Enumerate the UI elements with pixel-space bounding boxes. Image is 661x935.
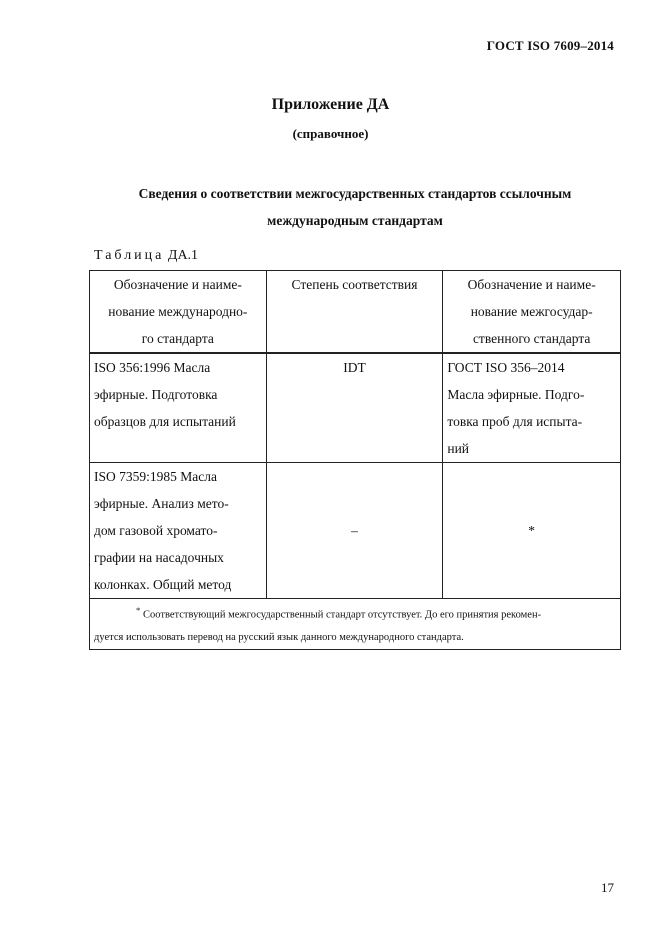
table-footnote [90,599,621,650]
section-heading-line-1: Сведения о соответствии межгосударственных стандартов ссылочным [138,186,572,201]
international-standard-cell: ISO 356:1996 Масла эфирные. Подготовка образцов для испытаний [90,353,267,463]
degree-cell: IDT [266,353,443,463]
appendix-title: Приложение ДА [271,96,390,113]
header-interstate-standard: Обозначение и наиме- нование межгосудар- ственного стандарта [443,271,621,354]
page-number: 17 [601,880,614,895]
section-heading-line-2: международным стандартам [267,213,443,228]
correspondence-table [89,270,621,650]
table-caption-number: ДА.1 [167,248,199,263]
header-international-standard: Обозначение и наиме- нование международно- го стандарта [90,271,267,354]
footnote-marker: * [136,605,141,615]
table-row [90,463,621,599]
table-caption-prefix: Таблица [94,248,165,263]
header-degree-of-correspondence: Степень соответствия [266,271,443,354]
table-header-row [90,271,621,354]
table-row [90,353,621,463]
appendix-subtitle: (справочное) [292,126,369,141]
footnote-line-2: дуется использовать перевод на русский язык данного международного стандарта. [94,631,464,643]
table-caption [94,248,198,264]
degree-cell: – [266,463,443,599]
footnote-line-1: * Соответствующий межгосударственный стандарт отсутствует. До его принятия рекомен- [136,605,542,621]
section-heading [90,180,620,234]
international-standard-cell: ISO 7359:1985 Масла эфирные. Анализ мето- дом газовой хромато- графии на насадочных колонках. Общий метод [90,463,267,599]
footnote-row [90,599,621,650]
interstate-standard-cell: * [443,463,621,599]
document-code: ГОСТ ISO 7609–2014 [486,38,614,53]
interstate-standard-cell: ГОСТ ISO 356–2014 Масла эфирные. Подго- товка проб для испыта- ний [443,353,621,463]
